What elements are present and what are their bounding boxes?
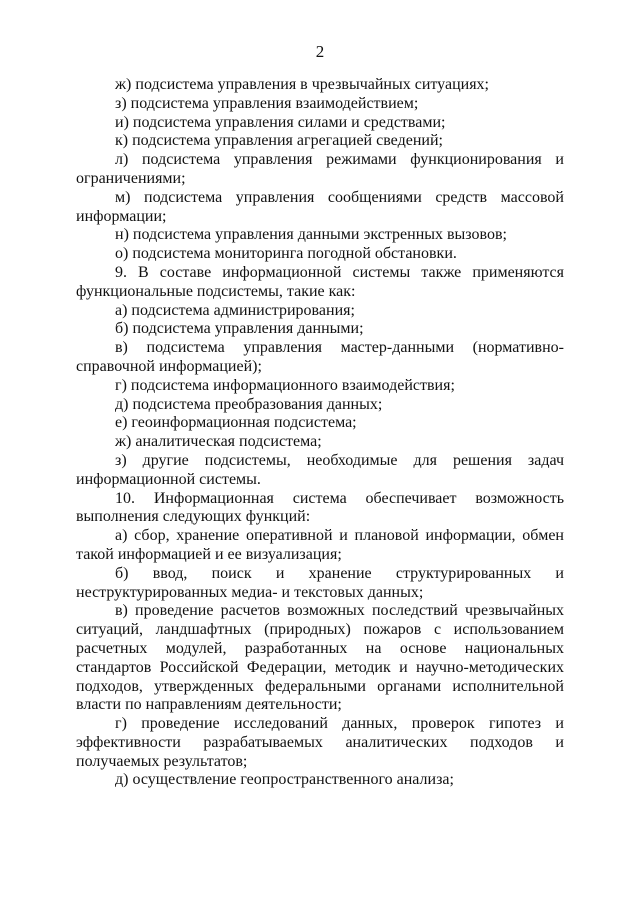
list-item-a-administration: а) подсистема администрирования;: [115, 301, 355, 319]
list-item-i-forces: и) подсистема управления силами и средствами;: [115, 113, 446, 131]
function-a-collection: а) сбор, хранение оперативной и плановой информации, обмен такой информацией и ее визуализация;: [76, 527, 564, 563]
page-number: 2: [315, 42, 325, 61]
list-item-z-interaction: з) подсистема управления взаимодействием;: [115, 94, 419, 112]
list-item-m-media: м) подсистема управления сообщениями средств массовой информации;: [76, 188, 564, 225]
clause-10: 10. Информационная система обеспечивает возможность выполнения следующих функций:: [76, 489, 564, 526]
list-item-v-master-data: в) подсистема управления мастер-данными (нормативно-справочной информацией);: [76, 339, 564, 375]
list-item-zh-analytics: ж) аналитическая подсистема;: [115, 433, 322, 451]
list-item-o-weather: о) подсистема мониторинга погодной обстановки.: [115, 245, 457, 263]
list-item-b-data-management: б) подсистема управления данными;: [115, 320, 364, 338]
list-item-z-other: з) другие подсистемы, необходимые для решения задач информационной системы.: [76, 451, 564, 488]
list-item-g-information-exchange: г) подсистема информационного взаимодействия;: [115, 376, 455, 394]
function-g-research: г) проведение исследований данных, проверок гипотез и эффективности разрабатываемых аналитических подходов и получаемых результатов;: [76, 715, 564, 770]
clause-9: 9. В составе информационной системы также применяются функциональные подсистемы, такие как:: [76, 263, 564, 300]
list-item-zh-emergency: ж) подсистема управления в чрезвычайных ситуациях;: [115, 76, 489, 93]
function-b-input-search: б) ввод, поиск и хранение структурированных и неструктурированных медиа- и текстовых данных;: [76, 564, 564, 601]
document-body: [76, 76, 564, 790]
list-item-d-data-transformation: д) подсистема преобразования данных;: [115, 395, 383, 413]
list-item-l-modes: л) подсистема управления режимами функционирования и ограничениями;: [76, 151, 564, 187]
list-item-e-geoinformation: е) геоинформационная подсистема;: [115, 414, 357, 432]
function-v-calculations: в) проведение расчетов возможных последствий чрезвычайных ситуаций, ландшафтных (природных) пожаров с использованием расчетных модулей, разработанных на основе национальных стандартов Российской Федерации, методик и научно-методических подходов, утвержденных федеральными органами исполнительной власти по направлениям деятельности;: [76, 602, 564, 714]
list-item-n-emergency-calls: н) подсистема управления данными экстренных вызовов;: [115, 226, 507, 244]
function-d-geospatial: д) осуществление геопространственного анализа;: [115, 771, 454, 789]
list-item-k-aggregation: к) подсистема управления агрегацией сведений;: [115, 132, 443, 150]
